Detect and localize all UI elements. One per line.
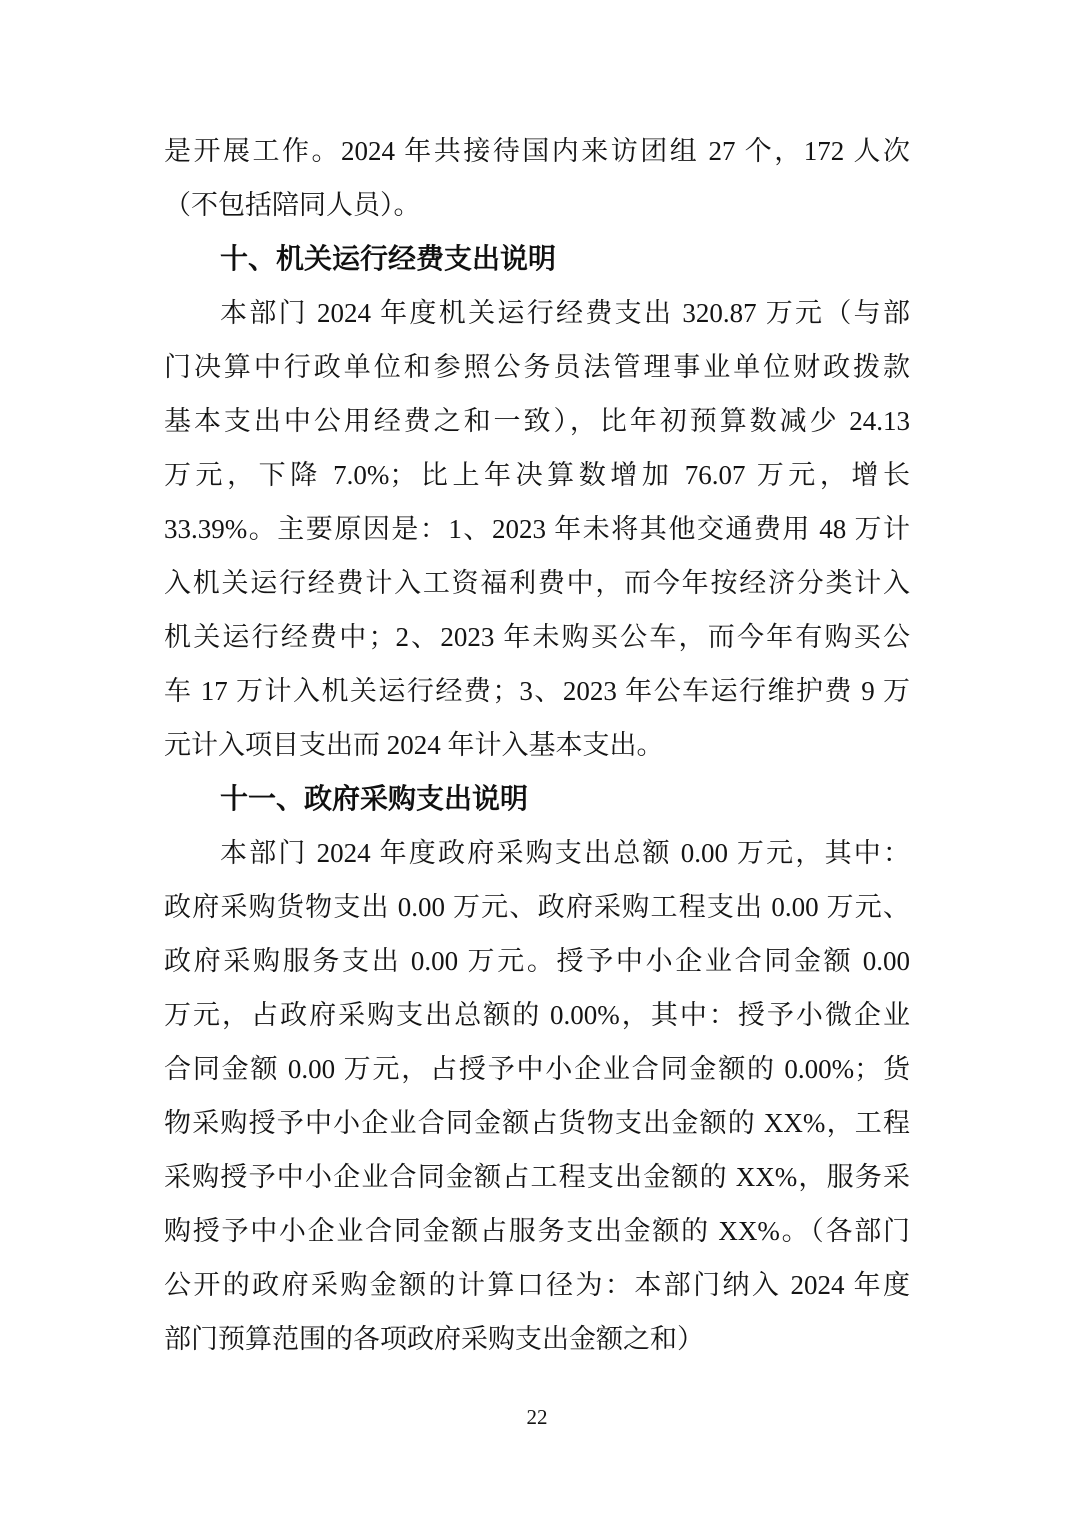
text-line: 万元，下降 7.0%；比上年决算数增加 76.07 万元，增长 [164,460,910,490]
text-line: 本部门 2024 年度机关运行经费支出 320.87 万元（与部 [220,298,910,328]
text-line: 合同金额 0.00 万元，占授予中小企业合同金额的 0.00%；货 [164,1054,910,1084]
document-body [164,124,910,1366]
text-line: 公开的政府采购金额的计算口径为：本部门纳入 2024 年度 [164,1270,910,1300]
text-line: 部门预算范围的各项政府采购支出金额之和） [164,1324,704,1354]
text-line: 万元，占政府采购支出总额的 0.00%，其中：授予小微企业 [164,1000,910,1030]
text-line: 政府采购服务支出 0.00 万元。授予中小企业合同金额 0.00 [164,946,910,976]
text-line: 政府采购货物支出 0.00 万元、政府采购工程支出 0.00 万元、 [164,892,910,922]
section-heading: 十、机关运行经费支出说明 [220,243,557,274]
page-number: 22 [526,1405,548,1429]
text-line: 车 17 万计入机关运行经费；3、2023 年公车运行维护费 9 万 [164,676,910,706]
text-line: 是开展工作。2024 年共接待国内来访团组 27 个，172 人次 [164,136,910,166]
text-line: 购授予中小企业合同金额占服务支出金额的 XX%。（各部门 [164,1216,910,1246]
section-heading: 十一、政府采购支出说明 [220,783,529,814]
text-line: 本部门 2024 年度政府采购支出总额 0.00 万元，其中： [220,838,910,868]
text-line: 机关运行经费中；2、2023 年未购买公车，而今年有购买公 [164,622,910,652]
text-line: 元计入项目支出而 2024 年计入基本支出。 [164,730,664,760]
text-line: 采购授予中小企业合同金额占工程支出金额的 XX%，服务采 [164,1162,910,1192]
text-line: 基本支出中公用经费之和一致），比年初预算数减少 24.13 [164,406,910,436]
text-line: 33.39%。主要原因是：1、2023 年未将其他交通费用 48 万计 [164,514,910,544]
text-line: （不包括陪同人员）。 [164,190,421,220]
text-line: 入机关运行经费计入工资福利费中，而今年按经济分类计入 [164,568,910,598]
text-line: 物采购授予中小企业合同金额占货物支出金额的 XX%，工程 [164,1108,910,1138]
text-line: 门决算中行政单位和参照公务员法管理事业单位财政拨款 [164,352,910,382]
